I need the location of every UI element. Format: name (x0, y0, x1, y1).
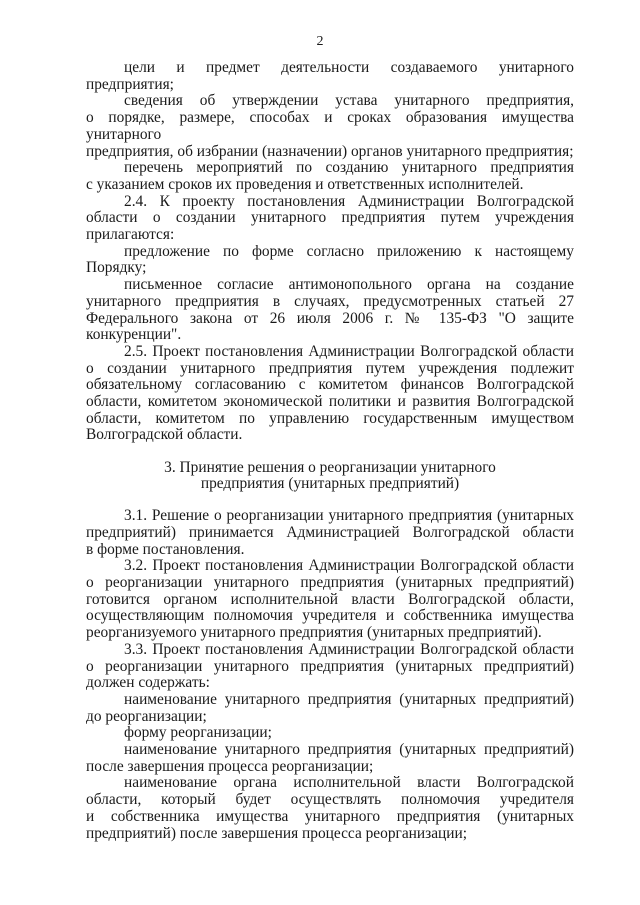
text-line: прилагаются: (86, 226, 175, 244)
text-line: о порядке, размере, способах и сроках образования имущества унитарного (86, 109, 574, 143)
text-line: и собственника имущества унитарного предприятия (унитарных (86, 807, 574, 825)
text-line: о реорганизации унитарного предприятия (унитарных предприятий) (86, 657, 574, 675)
text-line: области о создании унитарного предприятия путем учреждения (86, 209, 574, 227)
text-line: Федерального закона от 26 июля 2006 г. № 135-ФЗ "О защите (86, 309, 574, 327)
text-line: должен содержать: (86, 674, 210, 692)
text-line: готовится органом исполнительной власти Волгоградской области, (86, 590, 574, 608)
text-line: о создании унитарного предприятия путем учреждения подлежит (86, 359, 574, 377)
text-line: с указанием сроков их проведения и ответственных исполнителей. (86, 175, 524, 193)
text-line: наименование унитарного предприятия (унитарных предприятий) (124, 741, 574, 759)
text-line: письменное согласие антимонопольного органа на создание (124, 276, 574, 294)
text-line: Волгоградской области. (86, 426, 243, 444)
section-2-continuation (86, 60, 574, 444)
heading-line: предприятия (унитарных предприятий) (200, 475, 460, 493)
text-line: о реорганизации унитарного предприятия (унитарных предприятий) (86, 573, 574, 591)
text-line: в форме постановления. (86, 540, 245, 558)
text-line: 2.5. Проект постановления Администрации Волгоградской области (124, 342, 574, 360)
text-line: сведения об утверждении устава унитарного предприятия, (124, 92, 574, 110)
text-line: наименование унитарного предприятия (унитарных предприятий) (124, 690, 574, 708)
section-3-heading (86, 460, 574, 492)
text-line: 3.2. Проект постановления Администрации Волгоградской области (124, 557, 574, 575)
section-3-body (86, 508, 574, 842)
text-line: после завершения процесса реорганизации; (86, 757, 374, 775)
text-line: предприятия, об избрании (назначении) органов унитарного предприятия; (86, 142, 574, 160)
text-line: перечень мероприятий по созданию унитарного предприятия (124, 159, 574, 177)
text-line: 3.1. Решение о реорганизации унитарного предприятия (унитарных (124, 507, 574, 525)
text-line: до реорганизации; (86, 707, 207, 725)
page-number: 2 (316, 34, 324, 49)
spacer (86, 492, 574, 508)
text-line: унитарного предприятия в случаях, предусмотренных статьей 27 (86, 292, 574, 310)
text-line: предложение по форме согласно приложению к настоящему (124, 242, 574, 260)
text-line: предприятий) после завершения процесса реорганизации; (86, 824, 468, 842)
text-line: предприятий) принимается Администрацией Волгоградской области (86, 523, 574, 541)
text-line: 2.4. К проекту постановления Администрации Волгоградской (124, 192, 574, 210)
text-line: области, который будет осуществлять полномочия учредителя (86, 791, 574, 809)
text-line: конкуренции". (86, 326, 182, 344)
text-line: 3.3. Проект постановления Администрации Волгоградской области (124, 640, 574, 658)
document-body (86, 60, 574, 842)
text-line: обязательному согласованию с комитетом финансов Волгоградской (86, 376, 574, 394)
text-line: области, комитетом экономической политики и развития Волгоградской (86, 393, 574, 411)
heading-line: 3. Принятие решения о реорганизации унитарного (164, 459, 496, 477)
text-line: осуществляющим полномочия учредителя и собственника имущества (86, 607, 574, 625)
text-line: наименование органа исполнительной власти Волгоградской (124, 774, 574, 792)
text-line: Порядку; (86, 259, 147, 277)
spacer (86, 444, 574, 460)
text-line: реорганизуемого унитарного предприятия (унитарных предприятий). (86, 624, 542, 642)
text-line: форму реорганизации; (124, 724, 272, 742)
text-line: области, комитетом по управлению государственным имуществом (86, 409, 574, 427)
text-line: цели и предмет деятельности создаваемого унитарного предприятия; (86, 59, 574, 93)
